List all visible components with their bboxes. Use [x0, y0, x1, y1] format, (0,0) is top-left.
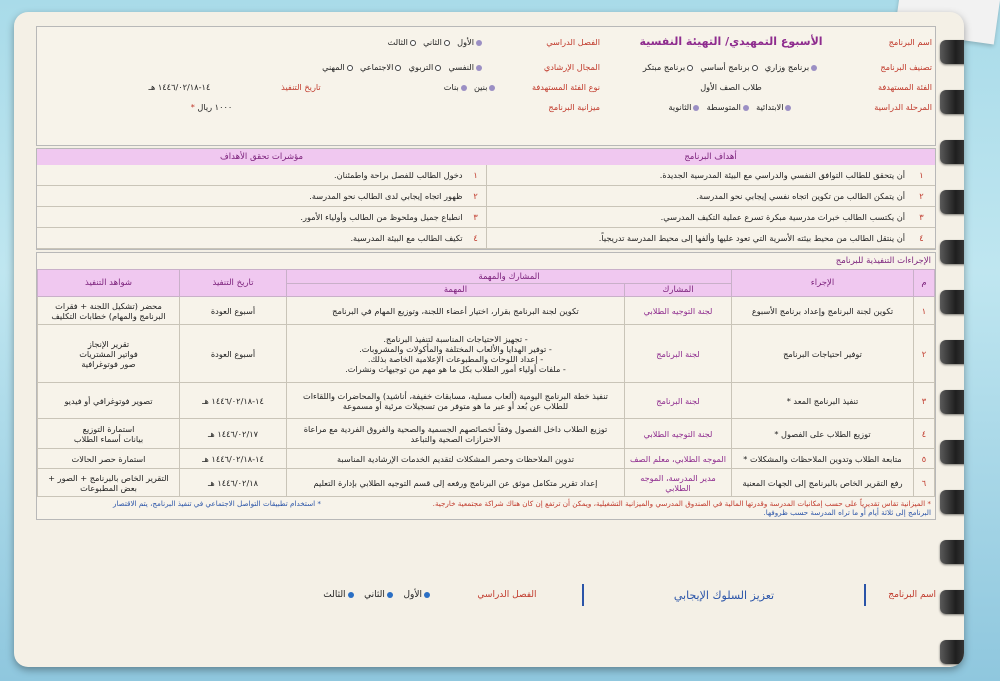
procedure-participant: الموجه الطلابي، معلم الصف: [625, 449, 732, 469]
procedure-participant: لجنة البرنامج: [625, 325, 732, 383]
procedure-action: تنفيذ البرنامج المعد *: [732, 383, 914, 419]
stage-label: المرحلة الدراسية: [874, 102, 932, 112]
col-date: تاريخ التنفيذ: [180, 270, 287, 297]
budget-label: ميزانية البرنامج: [548, 102, 600, 112]
col-participant: المشارك: [625, 284, 732, 297]
procedure-evidence: استمارة التوزيع بيانات أسماء الطلاب: [38, 419, 180, 449]
radio-selected-icon[interactable]: [476, 40, 482, 46]
procedure-participant: لجنة التوجيه الطلابي: [625, 297, 732, 325]
ring-icon: [940, 240, 964, 264]
procedure-row: [38, 383, 935, 419]
indicator-number: ٣: [466, 207, 487, 228]
procedure-number: ٣: [914, 383, 935, 419]
domain-label: المجال الإرشادي: [543, 62, 600, 72]
goal-number: ١: [908, 165, 935, 186]
document-page: [14, 12, 964, 667]
procedure-action: توزيع الطلاب على الفصول *: [732, 419, 914, 449]
col-task: المهمة: [287, 284, 625, 297]
procedure-task: تدوين الملاحظات وحصر المشكلات لتقديم الخدمات الإرشادية المناسبة: [287, 449, 625, 469]
procedure-task: تكوين لجنة البرنامج بقرار، اختيار أعضاء اللجنة، وتوزيع المهام في البرنامج: [287, 297, 625, 325]
radio-empty-icon[interactable]: [395, 65, 401, 71]
ring-icon: [940, 140, 964, 164]
ring-icon: [940, 540, 964, 564]
goal-row: [37, 228, 935, 249]
procedure-action: رفع التقرير الخاص بالبرنامج إلى الجهات المعنية: [732, 469, 914, 497]
radio-selected-icon[interactable]: [387, 592, 393, 598]
social-note: * استخدام تطبيقات التواصل الاجتماعي في تنفيذ البرنامج، يتم الاقتصار: [112, 499, 321, 508]
radio-selected-icon[interactable]: [348, 592, 354, 598]
radio-empty-icon[interactable]: [687, 65, 693, 71]
indicator-text: تكيف الطالب مع البيئة المدرسية.: [37, 228, 466, 249]
budget-value: ١٠٠٠ ريال: [197, 102, 233, 112]
goals-header: أهداف البرنامج: [486, 149, 935, 165]
procedure-action: متابعة الطلاب وتدوين الملاحظات والمشكلات *: [732, 449, 914, 469]
goal-text: أن يكتسب الطالب خبرات مدرسية مبكرة تسرع عملية التكيف المدرسي.: [486, 207, 908, 228]
procedure-date: ١٤٤٦/٠٢/١٧ هـ: [180, 419, 287, 449]
procedure-evidence: تقرير الإنجاز فواتير المشتريات صور فوتوغرافية: [38, 325, 180, 383]
procedure-date: ١٤-١٤٤٦/٠٢/١٨ هـ: [180, 449, 287, 469]
procedures-section: [36, 252, 936, 520]
goals-section: [36, 148, 936, 250]
binder-rings: [932, 40, 964, 667]
ring-icon: [940, 340, 964, 364]
program-name-label: اسم البرنامج: [888, 37, 932, 47]
ring-icon: [940, 190, 964, 214]
procedure-participant: لجنة البرنامج: [625, 383, 732, 419]
procedure-number: ١: [914, 297, 935, 325]
indicator-number: ٢: [466, 186, 487, 207]
goal-row: [37, 207, 935, 228]
exec-date-value: ١٤-١٤٤٦/٠٢/١٨ هـ: [148, 82, 211, 92]
radio-selected-icon[interactable]: [693, 105, 699, 111]
procedure-number: ٢: [914, 325, 935, 383]
program-name: الأسبوع التمهيدي/ التهيئة النفسية: [639, 35, 823, 48]
procedure-action: تكوين لجنة البرنامج وإعداد برنامج الأسبوع: [732, 297, 914, 325]
procedure-action: توفير احتياجات البرنامج: [732, 325, 914, 383]
ring-icon: [940, 640, 964, 664]
goal-number: ٣: [908, 207, 935, 228]
goal-number: ٤: [908, 228, 935, 249]
program-info-section: اسم البرنامج الأسبوع التمهيدي/ التهيئة النفسية الفصل الدراسي الأول الثاني الثالث تصنيف البرنامج برنامج وزاري برنامج أساسي برنامج مبتكر المجال الإرشادي النفسي التربوي الاجتماعي المهني الفئة المستهدفة طلاب الصف الأول نوع الفئة المستهدفة بنين بنات تاريخ التنفيذ ١٤-١٤٤٦/٠٢/١٨ هـ المرحلة الدراسية الابتدائية المتوسطة الثانوية ميزانية البرنامج ١٠٠٠ ريال *: [36, 26, 936, 146]
radio-selected-icon[interactable]: [476, 65, 482, 71]
semester-options: الأول الثاني الثالث: [37, 27, 487, 57]
stage-options: الابتدائية المتوسطة الثانوية: [603, 97, 859, 117]
goal-text: أن يتمكن الطالب من تكوين اتجاه نفسي إيجابي نحو المدرسة.: [486, 186, 908, 207]
indicators-header: مؤشرات تحقق الأهداف: [37, 149, 486, 165]
classification-options: برنامج وزاري برنامج أساسي برنامج مبتكر: [603, 57, 859, 77]
indicator-number: ٤: [466, 228, 487, 249]
radio-selected-icon[interactable]: [743, 105, 749, 111]
procedure-row: [38, 297, 935, 325]
col-participant-task: المشارك والمهمة: [287, 270, 732, 284]
procedure-evidence: استمارة حصر الحالات: [38, 449, 180, 469]
ring-icon: [940, 440, 964, 464]
col-action: الإجراء: [732, 270, 914, 297]
radio-selected-icon[interactable]: [489, 85, 495, 91]
next-program-name-label: اسم البرنامج: [888, 590, 936, 600]
procedure-date: ١٤-١٤٤٦/٠٢/١٨ هـ: [180, 383, 287, 419]
radio-empty-icon[interactable]: [347, 65, 353, 71]
classification-label: تصنيف البرنامج: [880, 62, 932, 72]
next-semester-options: الأول الثاني الثالث: [232, 590, 432, 600]
divider: [582, 584, 584, 606]
indicator-number: ١: [466, 165, 487, 186]
next-program-name: تعزيز السلوك الإيجابي: [673, 588, 775, 602]
procedure-row: [38, 469, 935, 497]
domain-options: النفسي التربوي الاجتماعي المهني: [37, 57, 487, 77]
radio-selected-icon[interactable]: [461, 85, 467, 91]
ring-icon: [940, 490, 964, 514]
indicator-text: ظهور اتجاه إيجابي لدى الطالب نحو المدرسة.: [37, 186, 466, 207]
ring-icon: [940, 390, 964, 414]
radio-selected-icon[interactable]: [785, 105, 791, 111]
budget-note: * الميزانية تقاس تقديرياً على حسب إمكانيات المدرسة وقدرتها المالية في الصندوق المدرسي والميزانية التشغيلية، ويمكن أن ترتفع إن كان هناك شراكة مجتمعية خارجية.: [432, 499, 931, 508]
procedure-number: ٦: [914, 469, 935, 497]
procedure-number: ٥: [914, 449, 935, 469]
ring-icon: [940, 90, 964, 114]
goal-row: [37, 186, 935, 207]
radio-empty-icon[interactable]: [410, 40, 416, 46]
procedure-row: [38, 325, 935, 383]
procedure-participant: مدير المدرسة، الموجه الطلابي: [625, 469, 732, 497]
procedure-task: - تجهيز الاحتياجات المناسبة لتنفيذ البرنامج. - توفير الهدايا والألعاب المختلفة والمأكولات والمشروبات. - إعداد اللوحات والمطبوعات الإعلامية الخاصة بذلك. - ملفات أولياء أمور الطلاب بكل ما هو مهم من توجيهات ونشرات.: [287, 325, 625, 383]
target-value: طلاب الصف الأول: [700, 82, 762, 92]
radio-empty-icon[interactable]: [752, 65, 758, 71]
procedures-title: الإجراءات التنفيذية للبرنامج: [835, 256, 931, 266]
goal-row: [37, 165, 935, 186]
procedure-number: ٤: [914, 419, 935, 449]
procedure-task: تنفيذ خطة البرنامج اليومية (ألعاب مسلية، مسابقات خفيفة، أناشيد) والمحاضرات واللقاءات للطلاب عن بُعد أو عبر ما هو متوفر من تسجيلات مرئية أو مسموعة: [287, 383, 625, 419]
procedure-row: [38, 449, 935, 469]
procedure-task: توزيع الطلاب داخل الفصول وفقاً لخصائصهم الجسمية والصحية والفروق الفردية مع مراعاة الاحترازات الصحية والتباعد: [287, 419, 625, 449]
col-num: م: [914, 270, 935, 297]
next-semester-label: الفصل الدراسي: [477, 590, 537, 600]
procedure-evidence: تصوير فوتوغرافي أو فيديو: [38, 383, 180, 419]
target-type-label: نوع الفئة المستهدفة: [531, 82, 600, 92]
goal-text: أن ينتقل الطالب من محيط بيئته الأسرية التي تعود عليها وألفها إلى محيط المدرسة تدريجياً.: [486, 228, 908, 249]
next-program-section: [36, 580, 936, 610]
target-label: الفئة المستهدفة: [877, 82, 932, 92]
goal-number: ٢: [908, 186, 935, 207]
indicator-text: انطباع جميل وملحوظ من الطالب وأولياء الأمور.: [37, 207, 466, 228]
semester-label: الفصل الدراسي: [546, 37, 600, 47]
duration-note: البرنامج إلى ثلاثة أيام أو ما تراه المدرسة حسب ظروفها.: [763, 508, 931, 517]
col-evidence: شواهد التنفيذ: [38, 270, 180, 297]
procedure-date: أسبوع العودة: [180, 325, 287, 383]
procedure-participant: لجنة التوجيه الطلابي: [625, 419, 732, 449]
procedure-date: أسبوع العودة: [180, 297, 287, 325]
radio-selected-icon[interactable]: [424, 592, 430, 598]
goal-text: أن يتحقق للطالب التوافق النفسي والدراسي مع البيئة المدرسية الجديدة.: [486, 165, 908, 186]
ring-icon: [940, 40, 964, 64]
procedure-task: إعداد تقرير متكامل موثق عن البرنامج ورفعه إلى قسم التوجيه الطلابي بإدارة التعليم: [287, 469, 625, 497]
radio-selected-icon[interactable]: [811, 65, 817, 71]
radio-empty-icon[interactable]: [435, 65, 441, 71]
divider: [864, 584, 866, 606]
radio-empty-icon[interactable]: [444, 40, 450, 46]
procedure-row: [38, 419, 935, 449]
procedure-date: ١٤٤٦/٠٢/١٨ هـ: [180, 469, 287, 497]
ring-icon: [940, 590, 964, 614]
procedure-evidence: التقرير الخاص بالبرنامج + الصور + بعض المطبوعات: [38, 469, 180, 497]
indicator-text: دخول الطالب للفصل براحة واطمئنان.: [37, 165, 466, 186]
ring-icon: [940, 290, 964, 314]
procedure-evidence: محضر (تشكيل اللجنة + فقرات البرنامج والمهام) خطابات التكليف: [38, 297, 180, 325]
exec-date-label: تاريخ التنفيذ: [281, 82, 321, 92]
